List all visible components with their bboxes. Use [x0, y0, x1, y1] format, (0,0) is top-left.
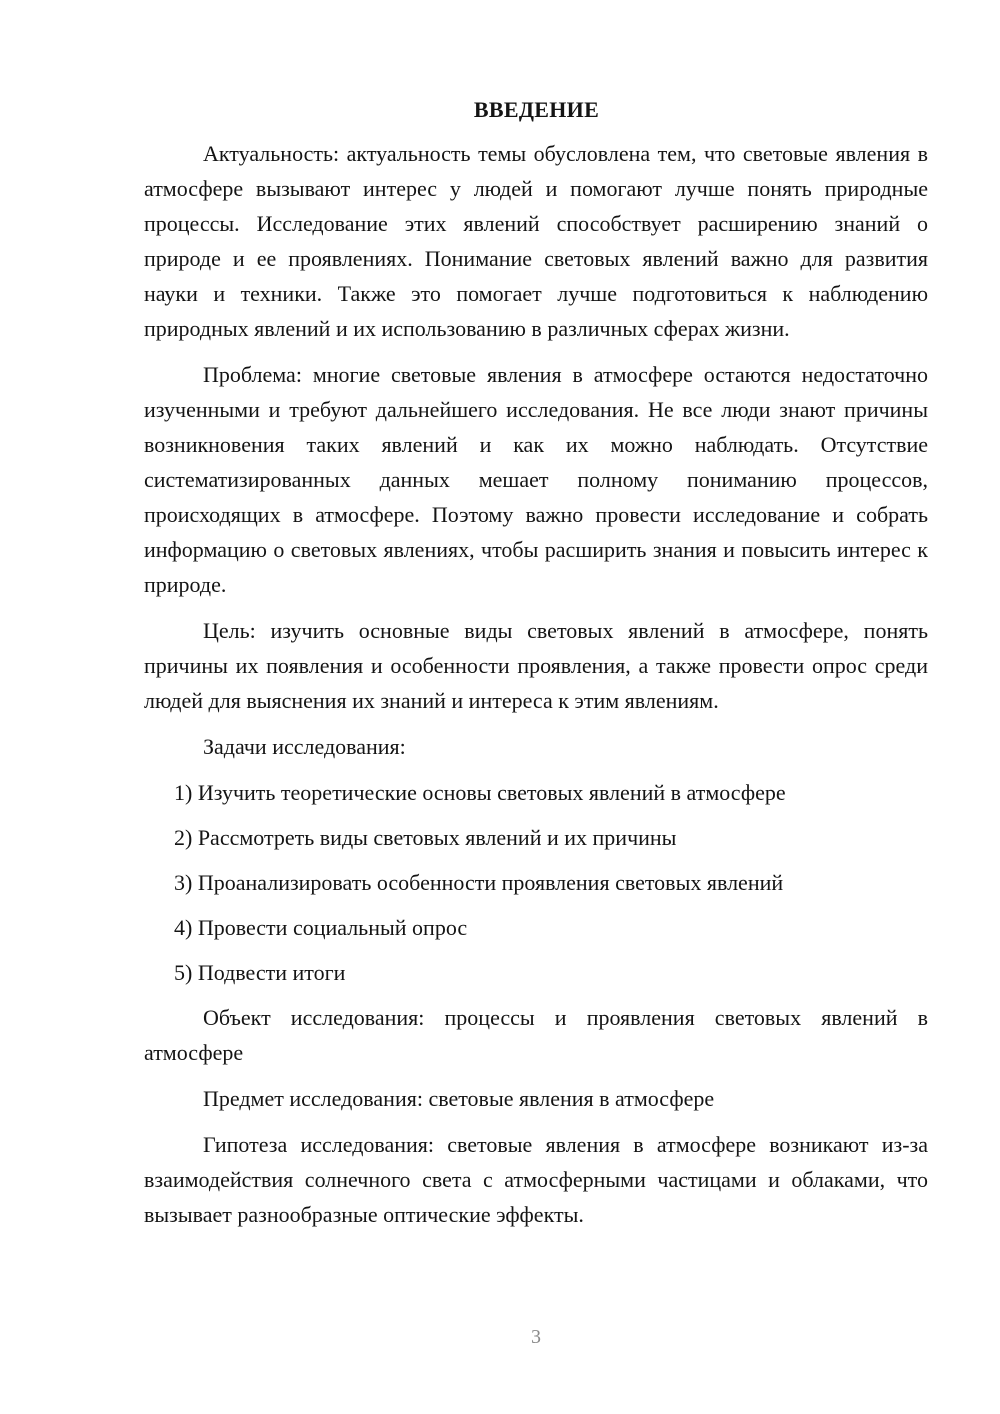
task-item: 1) Изучить теоретические основы световых явлений в атмосфере — [174, 780, 786, 805]
paragraph-subject: Предмет исследования: световые явления в атмосфере — [203, 1086, 715, 1111]
tasks-heading: Задачи исследования: — [203, 734, 406, 759]
page-content — [144, 96, 928, 1243]
page-title: ВВЕДЕНИЕ — [473, 97, 600, 122]
paragraph-goal: Цель: изучить основные виды световых явлений в атмосфере, понять причины их появления и особенности проявления, а также провести опрос среди людей для выяснения их знаний и интереса к этим явлениям. — [144, 618, 928, 713]
task-item: 3) Проанализировать особенности проявления световых явлений — [174, 870, 784, 895]
paragraph-problem: Проблема: многие световые явления в атмосфере остаются недостаточно изученными и требуют дальнейшего исследования. Не все люди знают причины возникновения таких явлений и как их можно наблюдать. Отсутствие систематизированных данных мешает полному пониманию процессов, происходящих в атмосфере. Поэтому важно провести исследование и собрать информацию о световых явлениях, чтобы расширить знания и повысить интерес к природе. — [144, 362, 928, 597]
page-number: 3 — [531, 1326, 541, 1348]
tasks-list — [144, 775, 928, 990]
task-item: 2) Рассмотреть виды световых явлений и их причины — [174, 825, 677, 850]
task-item: 4) Провести социальный опрос — [174, 915, 468, 940]
paragraph-relevance: Актуальность: актуальность темы обусловлена тем, что световые явления в атмосфере вызывают интерес у людей и помогают лучше понять природные процессы. Исследование этих явлений способствует расширению знаний о природе и ее проявлениях. Понимание световых явлений важно для развития науки и техники. Также это помогает лучше подготовиться к наблюдению природных явлений и их использованию в различных сферах жизни. — [144, 141, 928, 341]
paragraph-hypothesis: Гипотеза исследования: световые явления в атмосфере возникают из-за взаимодействия солнечного света с атмосферными частицами и облаками, что вызывает разнообразные оптические эффекты. — [144, 1132, 928, 1227]
task-item: 5) Подвести итоги — [174, 960, 346, 985]
paragraph-object: Объект исследования: процессы и проявления световых явлений в атмосфере — [144, 1005, 928, 1065]
